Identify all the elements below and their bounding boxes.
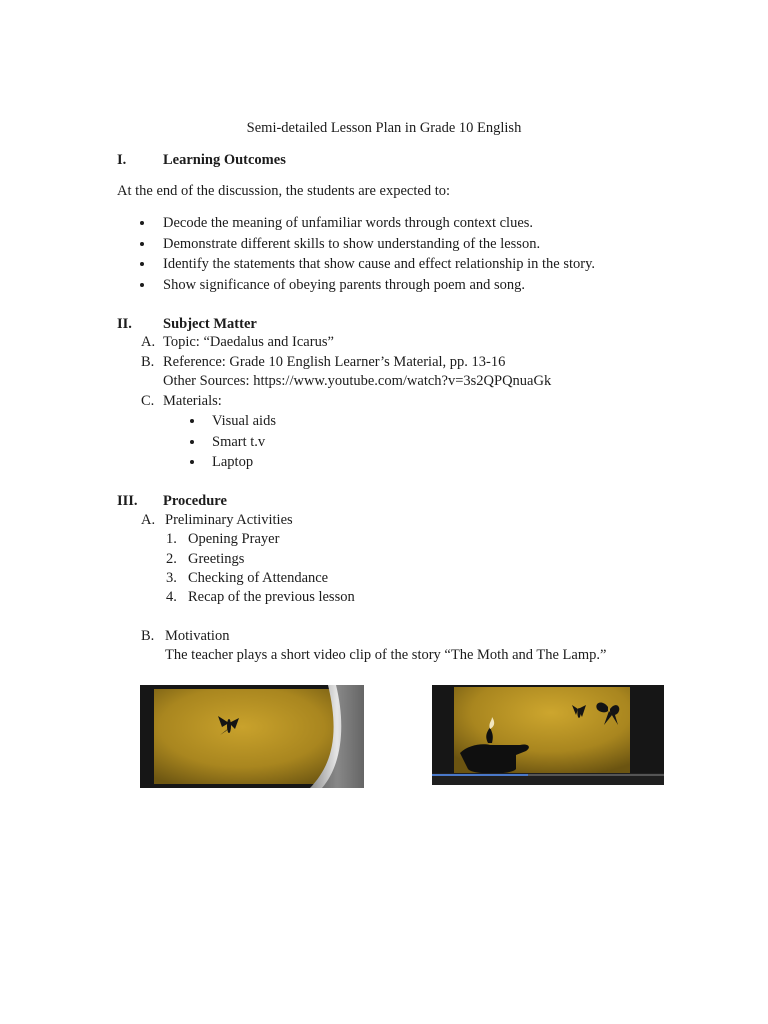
material-item: Visual aids	[212, 413, 276, 429]
bullet-icon	[140, 283, 144, 287]
subject-item-letter: A.	[141, 334, 156, 350]
preliminary-activities-label: Preliminary Activities	[165, 512, 293, 528]
procedure-letter: B.	[141, 628, 155, 644]
step-text: Recap of the previous lesson	[188, 589, 355, 605]
step-number: 1.	[166, 531, 177, 547]
outcome-item: Demonstrate different skills to show understanding of the lesson.	[163, 236, 541, 252]
step-text: Opening Prayer	[188, 531, 280, 547]
subject-item-letter: C.	[141, 393, 155, 409]
material-item: Laptop	[212, 454, 254, 470]
bullet-icon	[190, 419, 194, 423]
section-3-heading: Procedure	[163, 493, 227, 509]
subject-materials-label: Materials:	[163, 393, 222, 409]
subject-item-letter: B.	[141, 354, 155, 370]
material-item: Smart t.v	[212, 434, 266, 450]
step-number: 4.	[166, 589, 177, 605]
outcome-item: Show significance of obeying parents through poem and song.	[163, 277, 526, 293]
outcomes-intro: At the end of the discussion, the students are expected to:	[117, 183, 451, 199]
other-sources-link: Other Sources: https://www.youtube.com/watch?v=3s2QPQnuaGk	[163, 373, 552, 389]
video-still-lamp	[432, 685, 664, 785]
bullet-icon	[190, 460, 194, 464]
video-still-moth	[140, 685, 364, 788]
outcome-item: Decode the meaning of unfamiliar words through context clues.	[163, 215, 534, 231]
video-still-lamp-image	[432, 685, 664, 785]
bullet-icon	[140, 242, 144, 246]
bullet-icon	[190, 440, 194, 444]
video-progress-fill	[432, 774, 528, 776]
subject-topic: Topic: “Daedalus and Icarus”	[163, 334, 334, 350]
procedure-letter: A.	[141, 512, 156, 528]
subject-reference: Reference: Grade 10 English Learner’s Material, pp. 13-16	[163, 354, 506, 370]
video-still-moth-image	[140, 685, 364, 788]
video-progress-track	[528, 774, 664, 776]
section-2-heading: Subject Matter	[163, 316, 257, 332]
step-text: Checking of Attendance	[188, 570, 329, 586]
motivation-label: Motivation	[165, 628, 230, 644]
bullet-icon	[140, 262, 144, 266]
section-1-heading: Learning Outcomes	[163, 152, 286, 168]
step-number: 2.	[166, 551, 177, 567]
bullet-icon	[140, 221, 144, 225]
outcome-item: Identify the statements that show cause and effect relationship in the story.	[163, 256, 596, 272]
document-title: Semi-detailed Lesson Plan in Grade 10 English	[246, 120, 522, 136]
section-3-numeral: III.	[117, 493, 138, 509]
section-1-numeral: I.	[117, 152, 127, 168]
step-text: Greetings	[188, 551, 245, 567]
step-number: 3.	[166, 570, 177, 586]
motivation-description: The teacher plays a short video clip of the story “The Moth and The Lamp.”	[165, 647, 607, 663]
section-2-numeral: II.	[117, 316, 132, 332]
